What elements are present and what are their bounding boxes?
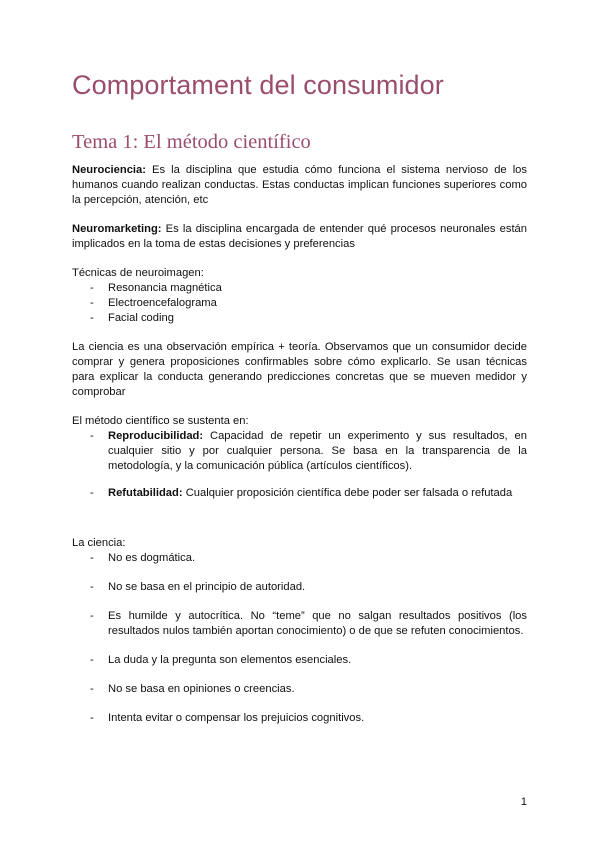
method-list — [72, 429, 527, 501]
bullet-dash: - — [90, 282, 94, 294]
paragraph-neuromarketing — [72, 222, 527, 252]
list-item — [72, 711, 527, 726]
techniques-list — [72, 281, 527, 326]
document-title: Comportament del consumidor — [72, 70, 444, 100]
list-item-text: La duda y la pregunta son elementos esenciales. — [108, 654, 352, 666]
document-body — [72, 163, 527, 726]
section-heading: Tema 1: El método científico — [72, 131, 311, 153]
list-item — [72, 551, 527, 566]
ciencia-label: La ciencia: — [72, 537, 126, 549]
bullet-dash: - — [90, 552, 94, 564]
bullet-dash: - — [90, 654, 94, 666]
ciencia-list — [72, 551, 527, 726]
list-item — [72, 580, 527, 595]
list-item-text: No es dogmática. — [108, 552, 196, 564]
term-refutabilidad: Refutabilidad: — [108, 487, 183, 499]
definition-reproducibilidad: Capacidad de repetir un experimento y sus resultados, en cualquier sitio y por cualquier persona. Se basa en la transparencia de la metodología, y la comunicación pública (artículos científicos). — [108, 430, 527, 472]
paragraph-science: La ciencia es una observación empírica + teoría. Observamos que un consumidor decide comprar y genera proposiciones confirmables sobre cómo explicarlo. Se usan técnicas para explicar la conducta generando predicciones concretas que se mueven medidor y comprobar — [72, 341, 527, 398]
list-item — [72, 609, 527, 639]
bullet-dash: - — [90, 430, 94, 442]
term-neuromarketing: Neuromarketing: — [72, 223, 162, 235]
list-item — [72, 311, 527, 326]
list-item-text: Resonancia magnética — [108, 282, 222, 294]
list-item-text: Intenta evitar o compensar los prejuicios cognitivos. — [108, 712, 365, 724]
list-item-text: Electroencefalograma — [108, 297, 217, 309]
list-item-text: Es humilde y autocrítica. No “teme” que no salgan resultados positivos (los resultados nulos también aportan conocimiento) o de que se refuten conocimientos. — [108, 610, 527, 637]
list-item — [72, 653, 527, 668]
list-item — [72, 281, 527, 296]
bullet-dash: - — [90, 683, 94, 695]
term-neurociencia: Neurociencia: — [72, 164, 146, 176]
list-item — [72, 429, 527, 474]
bullet-dash: - — [90, 297, 94, 309]
bullet-dash: - — [90, 487, 94, 499]
method-label: El método científico se sustenta en: — [72, 415, 249, 427]
definition-neurociencia: Es la disciplina que estudia cómo funciona el sistema nervioso de los humanos cuando realizan conductas. Estas conductas implican funciones superiores como la percepción, atención, etc — [72, 164, 527, 206]
bullet-dash: - — [90, 581, 94, 593]
list-item — [72, 296, 527, 311]
bullet-dash: - — [90, 712, 94, 724]
bullet-dash: - — [90, 610, 94, 622]
page-number: 1 — [520, 796, 527, 808]
techniques-label: Técnicas de neuroimagen: — [72, 267, 204, 279]
definition-refutabilidad: Cualquier proposición científica debe poder ser falsada o refutada — [182, 487, 513, 499]
list-item-text: Facial coding — [108, 312, 174, 324]
definition-neuromarketing: Es la disciplina encargada de entender qué procesos neuronales están implicados en la toma de estas decisiones y preferencias — [72, 223, 527, 250]
list-item-text: No se basa en el principio de autoridad. — [108, 581, 306, 593]
term-reproducibilidad: Reproducibilidad: — [108, 430, 204, 442]
paragraph-neurociencia — [72, 163, 527, 208]
list-item-text: No se basa en opiniones o creencias. — [108, 683, 295, 695]
list-item — [72, 486, 527, 501]
bullet-dash: - — [90, 312, 94, 324]
list-item — [72, 682, 527, 697]
